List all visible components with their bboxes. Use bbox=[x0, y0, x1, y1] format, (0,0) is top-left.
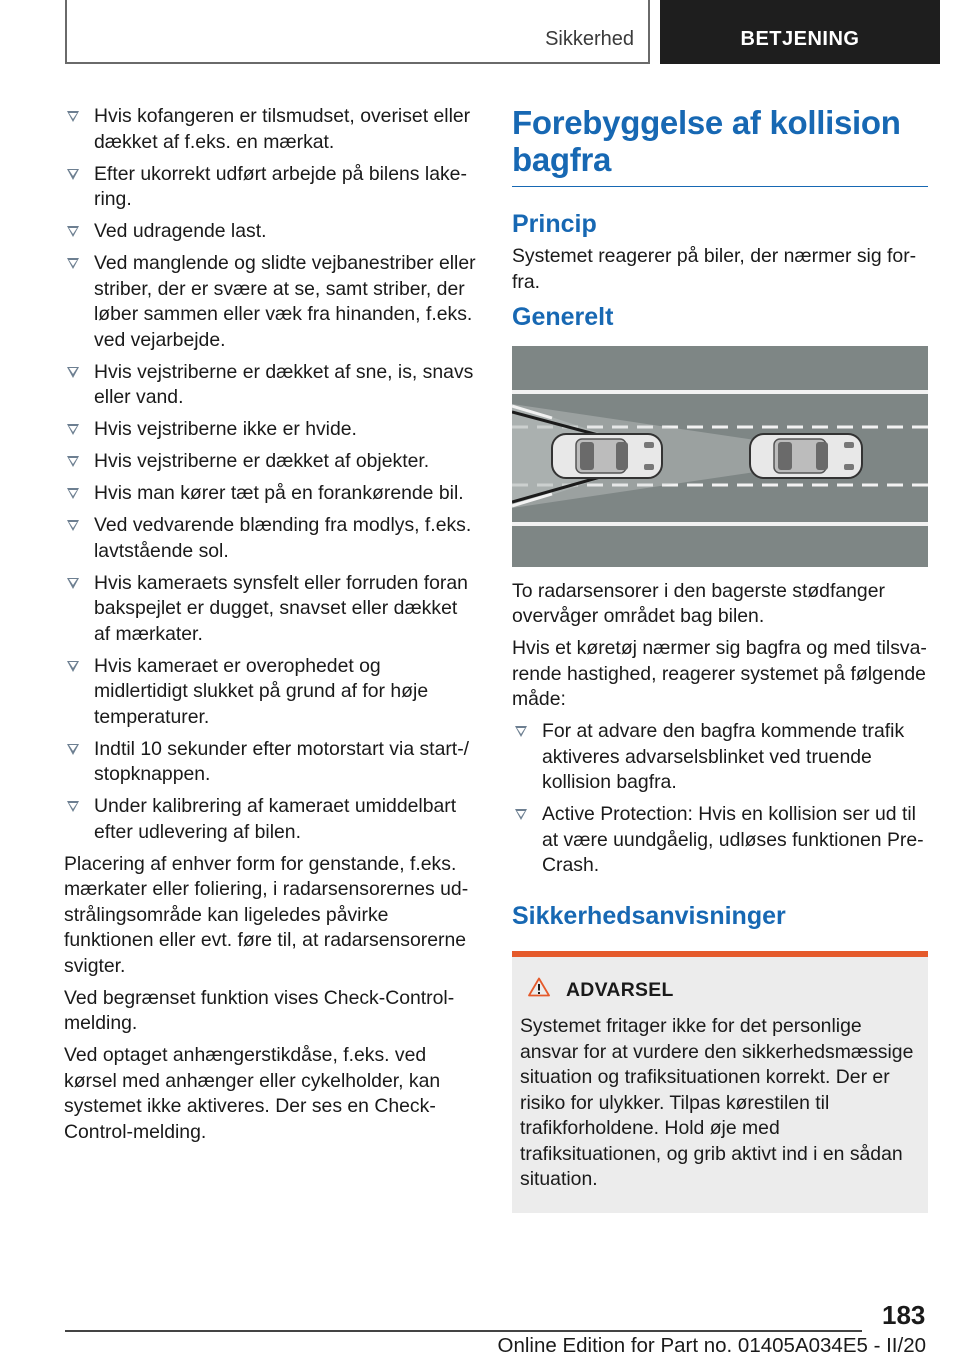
paragraph: Ved begrænset funktion vises Check-Control-melding. bbox=[64, 986, 455, 1034]
list-item: Ved udragende last. bbox=[64, 219, 478, 245]
safety-heading: Sikkerhedsanvisninger bbox=[512, 901, 786, 930]
section-title: Forebyggelse af kollision bagfra bbox=[512, 104, 928, 187]
principle-text: Systemet reagerer på biler, der nærmer sig forfra. bbox=[512, 245, 917, 293]
reaction-list bbox=[512, 719, 928, 879]
rear-collision-illustration bbox=[512, 346, 928, 567]
bullet-triangle-icon bbox=[515, 726, 527, 737]
warning-header bbox=[520, 977, 920, 1005]
bullet-triangle-icon bbox=[67, 111, 79, 122]
bullet-triangle-icon bbox=[67, 661, 79, 672]
list-item: Active Protection: Hvis en kollision ser ud til at være uundgåelig, udløses funktionen Pre-Crash. bbox=[512, 802, 928, 879]
list-item: Hvis kofangeren er tilsmudset, overiset eller dækket af f.eks. en mærkat. bbox=[64, 104, 478, 155]
bullet-triangle-icon bbox=[67, 258, 79, 269]
edition-note: Online Edition for Part no. 01405A034E5 - II/20 bbox=[497, 1334, 926, 1357]
bullet-triangle-icon bbox=[67, 456, 79, 467]
list-item: Hvis kameraet er overophedet og midlertidigt slukket på grund af for høje temperaturer. bbox=[64, 654, 478, 731]
list-item: Ved vedvarende blænding fra modlys, f.eks. lavtstående sol. bbox=[64, 513, 478, 564]
list-item: Indtil 10 sekunder efter motorstart via start-/ stopknappen. bbox=[64, 737, 478, 788]
bullet-triangle-icon bbox=[67, 801, 79, 812]
list-item: For at advare den bagfra kommende trafik aktiveres advarselsblinket ved truende kollision bagfra. bbox=[512, 719, 928, 796]
header-section-title: Sikkerhed bbox=[545, 28, 634, 50]
bullet-triangle-icon bbox=[67, 367, 79, 378]
bullet-triangle-icon bbox=[67, 488, 79, 499]
warning-box bbox=[512, 951, 928, 1213]
list-item: Hvis vejstriberne er dækket af objekter. bbox=[64, 449, 478, 475]
list-item: Hvis vejstriberne ikke er hvide. bbox=[64, 417, 478, 443]
warning-text: Systemet fritager ikke for det personlige ansvar for at vurdere den sikkerhedsmæssige situation og trafiksituationen korrekt. Der er risiko for ulykker. Tilpas kørestilen til trafikforholdene. Hold øje med trafiksituationen, og grib aktivt ind i en sådan situation. bbox=[520, 1015, 914, 1190]
bullet-triangle-icon bbox=[67, 744, 79, 755]
principle-heading: Princip bbox=[512, 210, 597, 238]
condition-list bbox=[64, 104, 478, 845]
bullet-triangle-icon bbox=[67, 578, 79, 589]
bullet-triangle-icon bbox=[67, 169, 79, 180]
list-item: Under kalibrering af kameraet umiddelbart efter udlevering af bilen. bbox=[64, 794, 478, 845]
bullet-triangle-icon bbox=[67, 520, 79, 531]
page-number: 183 bbox=[882, 1300, 926, 1330]
general-paragraph: To radarsensorer i den bagerste stødfanger overvåger området bag bilen. bbox=[512, 579, 885, 627]
paragraph: Placering af enhver form for genstande, f.eks. mærkater eller foliering, i radarsensorernes udstrålingsområde kan ligeledes påvirke funktionen eller evt. føre til, at radarsensorerne svigter. bbox=[64, 852, 469, 977]
bullet-triangle-icon bbox=[67, 226, 79, 237]
header-chapter-tab: BETJENING bbox=[660, 0, 940, 64]
list-item: Efter ukorrekt udført arbejde på bilens lakering. bbox=[64, 162, 478, 213]
list-item: Hvis man kører tæt på en forankørende bil. bbox=[64, 481, 478, 507]
paragraph: Ved optaget anhængerstikdåse, f.eks. ved kørsel med anhænger eller cykelholder, kan systemet ikke aktiveres. Der ses en Check-Control-melding. bbox=[64, 1044, 441, 1143]
bullet-triangle-icon bbox=[67, 424, 79, 435]
bullet-triangle-icon bbox=[515, 809, 527, 820]
general-heading: Generelt bbox=[512, 302, 614, 331]
footer-divider bbox=[65, 1330, 862, 1332]
list-item: Ved manglende og slidte vejbanestriber eller striber, der er svære at se, samt striber, der løber sammen eller væk fra hinanden, f.eks. ved vejarbejde. bbox=[64, 251, 478, 353]
list-item: Hvis kameraets synsfelt eller forruden foran bakspejlet er dugget, snavset eller dækket af mærkater. bbox=[64, 571, 478, 648]
warning-label: ADVARSEL bbox=[566, 978, 674, 1001]
general-paragraph: Hvis et køretøj nærmer sig bagfra og med tilsvarende hastighed, reagerer systemet på følgende måde: bbox=[512, 637, 927, 710]
left-column bbox=[64, 104, 478, 1152]
list-item: Hvis vejstriberne er dækket af sne, is, snavs eller vand. bbox=[64, 360, 478, 411]
right-column bbox=[512, 104, 928, 1213]
page-header bbox=[0, 0, 960, 66]
warning-triangle-icon bbox=[528, 977, 550, 1005]
